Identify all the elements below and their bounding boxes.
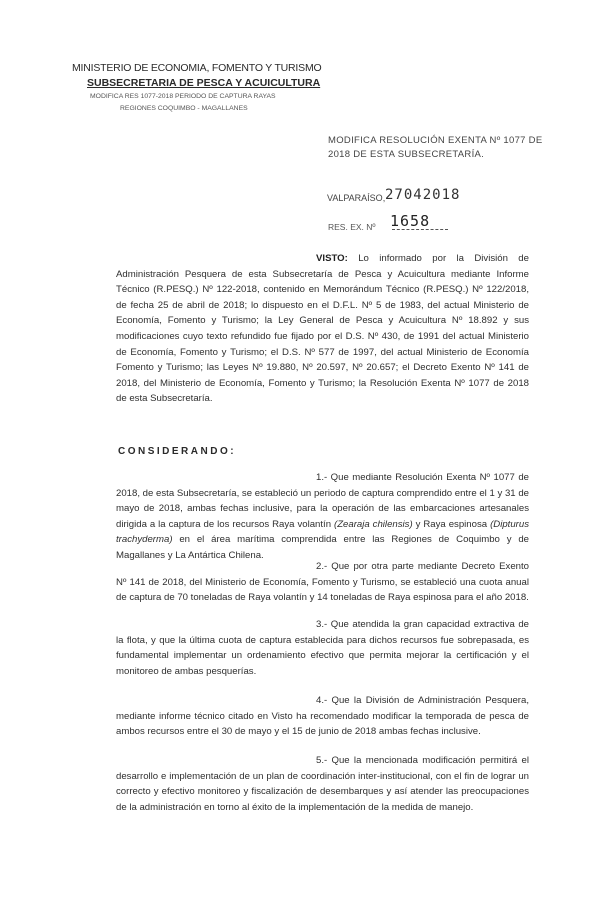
resolution-underline [392,229,448,230]
p5-text: 5.- Que la mencionada modificación permitirá el desarrollo e implementación de un plan de coordinación inter-institucional, con el fin de lograr un correcto y efectivo monitoreo y fiscalización de desembarques y así atender las preocupaciones de la administración en torno al éxito de la implementación de la medida de manejo. [116,755,529,813]
p3-text: 3.- Que atendida la gran capacidad extractiva de la flota, y que la última cuota de captura establecida para dichos recursos fue sobrepasada, es fundamental implementar un ordenamiento efectivo que permita mejorar la certificación y el monitoreo de ambas pesquerías. [116,619,529,677]
header-note-1: MODIFICA RES 1077-2018 PERIODO DE CAPTURA RAYAS [90,93,276,100]
p4-text: 4.- Que la División de Administración Pesquera, mediante informe técnico citado en Visto ha recomendado modificar la temporada de pesca de ambos recursos entre el 30 de mayo y el 15 de junio de 2018 ambas fechas inclusive. [116,695,529,738]
species-zearaja: (Zearaja chilensis) [334,518,413,530]
reference-line-1: MODIFICA RESOLUCIÓN EXENTA Nº 1077 DE [328,135,543,146]
ministry-name: MINISTERIO DE ECONOMIA, FOMENTO Y TURISMO [72,62,322,74]
considerando-paragraph-2 [116,559,529,606]
considerando-paragraph-4 [116,693,529,740]
visto-paragraph [116,251,529,407]
subsecretaria-name: SUBSECRETARIA DE PESCA Y ACUICULTURA [87,77,321,89]
header-note-2: REGIONES COQUIMBO - MAGALLANES [120,105,248,112]
p1-text-a: 1.- Que mediante Resolución Exenta Nº 1077 de 2018, de esta Subsecretaría, se estableció un periodo de captura comprendido entre el 1 y 31 de mayo de 2018, ambas fechas inclusive, para la operación de las embarcaciones artesanales dirigida a la captura de los recursos Raya volantín [116,472,529,530]
resolution-label: RES. EX. Nº [328,222,376,232]
species-dipturus: (Dipturus trachyderma) [116,518,529,546]
resolution-number: 1658 [390,212,431,230]
reference-line-2: 2018 DE ESTA SUBSECRETARÍA. [328,149,485,160]
considerando-paragraph-1 [116,470,529,564]
p1-text-b: y Raya espinosa [412,518,491,530]
considerando-paragraph-3 [116,617,529,679]
p1-text-c: en el área marítima comprendida entre las Regiones de Coquimbo y de Magallanes y La Antártica Chilena. [116,534,529,561]
considerando-paragraph-5 [116,753,529,815]
city-label: VALPARAÍSO, [327,193,386,203]
visto-text: Lo informado por la División de Administración Pesquera de esta Subsecretaría de Pesca y Acuicultura mediante Informe Técnico (R.PESQ.) Nº 122-2018, contenido en Memorándum Técnico (R.PESQ.) Nº 122/2018, de fecha 25 de abril de 2018; lo dispuesto en el D.F.L. Nº 5 de 1983, del actual Ministerio de Economía, Fomento y Turismo; la Ley General de Pesca y Acuicultura Nº 18.892 y sus modificaciones cuyo texto refundido fue fijado por el D.S. Nº 430, de 1991 del actual Ministerio de Economía, Fomento y Turismo; el D.S. Nº 577 de 1997, del actual Ministerio de Economía Fomento y Turismo; las Leyes Nº 19.880, Nº 20.597, Nº 20.657; el Decreto Exento Nº 141 de 2018, del Ministerio de Economía, Fomento y Turismo; la Resolución Exenta Nº 1077 de 2018 de esta Subsecretaría. [116,253,529,405]
p2-text: 2.- Que por otra parte mediante Decreto Exento Nº 141 de 2018, del Ministerio de Economía, Fomento y Turismo, se estableció una cuota anual de captura de 70 toneladas de Raya volantín y 14 toneladas de Raya espinosa para el año 2018. [116,561,529,604]
visto-label: VISTO: [316,253,348,264]
date-stamp: 27042018 [385,187,461,203]
considerando-heading: CONSIDERANDO: [118,446,237,457]
